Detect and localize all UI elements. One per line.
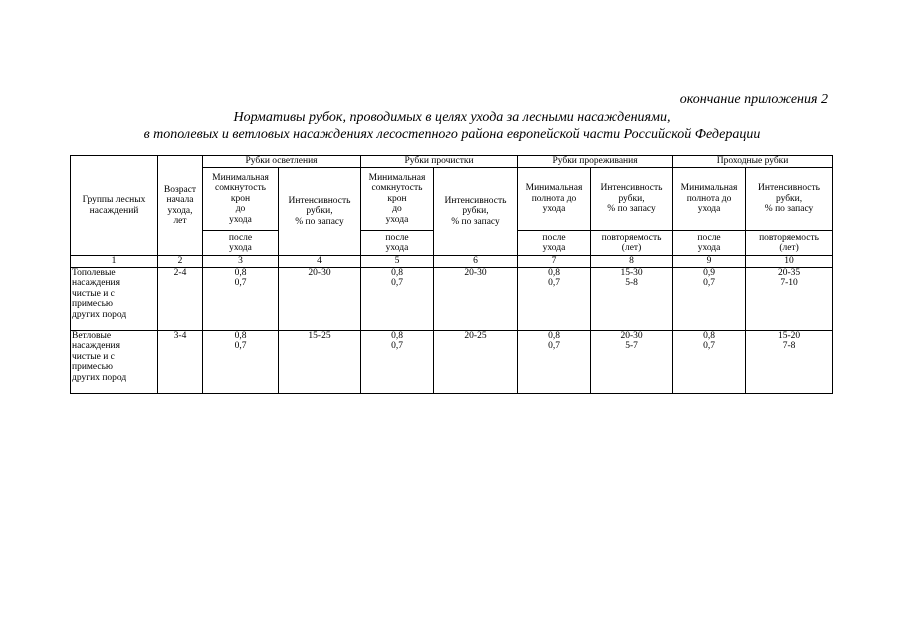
header-start-age: Возраст начала ухода, лет — [158, 156, 203, 256]
row-intensity-passage: 15-20 7-8 — [746, 331, 833, 394]
header-intensity-thinning: Интенсивность рубки, % по запасу — [591, 168, 673, 231]
column-number: 9 — [673, 256, 746, 268]
row-min-closure-cleaning: 0,8 0,7 — [361, 268, 434, 331]
row-min-closure-lightening: 0,8 0,7 — [203, 331, 279, 394]
group-header-lightening: Рубки осветления — [203, 156, 361, 168]
header-min-closure-cleaning: Минимальная сомкнутость крон до ухода — [361, 168, 434, 231]
subheader-after-care-9: после ухода — [673, 231, 746, 256]
table-row-poplar — [71, 268, 833, 331]
column-number: 10 — [746, 256, 833, 268]
column-number: 4 — [279, 256, 361, 268]
row-intensity-thinning: 20-30 5-7 — [591, 331, 673, 394]
header-min-density-passage: Минимальная полнота до ухода — [673, 168, 746, 231]
row-intensity-passage: 20-35 7-10 — [746, 268, 833, 331]
header-intensity-passage: Интенсивность рубки, % по запасу — [746, 168, 833, 231]
row-intensity-cleaning: 20-25 — [434, 331, 518, 394]
row-intensity-thinning: 15-30 5-8 — [591, 268, 673, 331]
subheader-repeatability-10: повторяемость (лет) — [746, 231, 833, 256]
column-number: 3 — [203, 256, 279, 268]
group-header-cleaning: Рубки прочистки — [361, 156, 518, 168]
group-header-passage: Проходные рубки — [673, 156, 833, 168]
column-number: 1 — [71, 256, 158, 268]
header-intensity-cleaning: Интенсивность рубки, % по запасу — [434, 168, 518, 256]
row-min-closure-lightening: 0,8 0,7 — [203, 268, 279, 331]
header-forest-groups: Группы лесных насаждений — [71, 156, 158, 256]
header-intensity-lightening: Интенсивность рубки, % по запасу — [279, 168, 361, 256]
title-line-2: в тополевых и ветловых насаждениях лесостепного района европейской части Российской Федерации — [143, 127, 761, 142]
row-intensity-lightening: 15-25 — [279, 331, 361, 394]
row-min-density-passage: 0,8 0,7 — [673, 331, 746, 394]
row-min-density-passage: 0,9 0,7 — [673, 268, 746, 331]
row-start-age: 2-4 — [158, 268, 203, 331]
norms-table — [70, 155, 833, 394]
document-title — [60, 109, 844, 143]
header-min-density-thinning: Минимальная полнота до ухода — [518, 168, 591, 231]
row-start-age: 3-4 — [158, 331, 203, 394]
row-intensity-cleaning: 20-30 — [434, 268, 518, 331]
title-line-1: Нормативы рубок, проводимых в целях ухода за лесными насаждениями, — [233, 110, 671, 125]
header-min-closure-lightening: Минимальная сомкнутость крон до ухода — [203, 168, 279, 231]
column-number: 2 — [158, 256, 203, 268]
row-group-name: Тополевые насаждения чистые и с примесью других пород — [71, 268, 158, 331]
row-min-density-thinning: 0,8 0,7 — [518, 268, 591, 331]
row-min-closure-cleaning: 0,8 0,7 — [361, 331, 434, 394]
subheader-repeatability-8: повторяемость (лет) — [591, 231, 673, 256]
column-number: 8 — [591, 256, 673, 268]
subheader-after-care-3: после ухода — [203, 231, 279, 256]
subheader-after-care-7: после ухода — [518, 231, 591, 256]
row-min-density-thinning: 0,8 0,7 — [518, 331, 591, 394]
column-number: 5 — [361, 256, 434, 268]
column-number: 6 — [434, 256, 518, 268]
table-row-willow — [71, 331, 833, 394]
group-header-thinning: Рубки прореживания — [518, 156, 673, 168]
column-number: 7 — [518, 256, 591, 268]
row-intensity-lightening: 20-30 — [279, 268, 361, 331]
row-group-name: Ветловые насаждения чистые и с примесью других пород — [71, 331, 158, 394]
appendix-note: окончание приложения 2 — [679, 92, 828, 107]
subheader-after-care-5: после ухода — [361, 231, 434, 256]
